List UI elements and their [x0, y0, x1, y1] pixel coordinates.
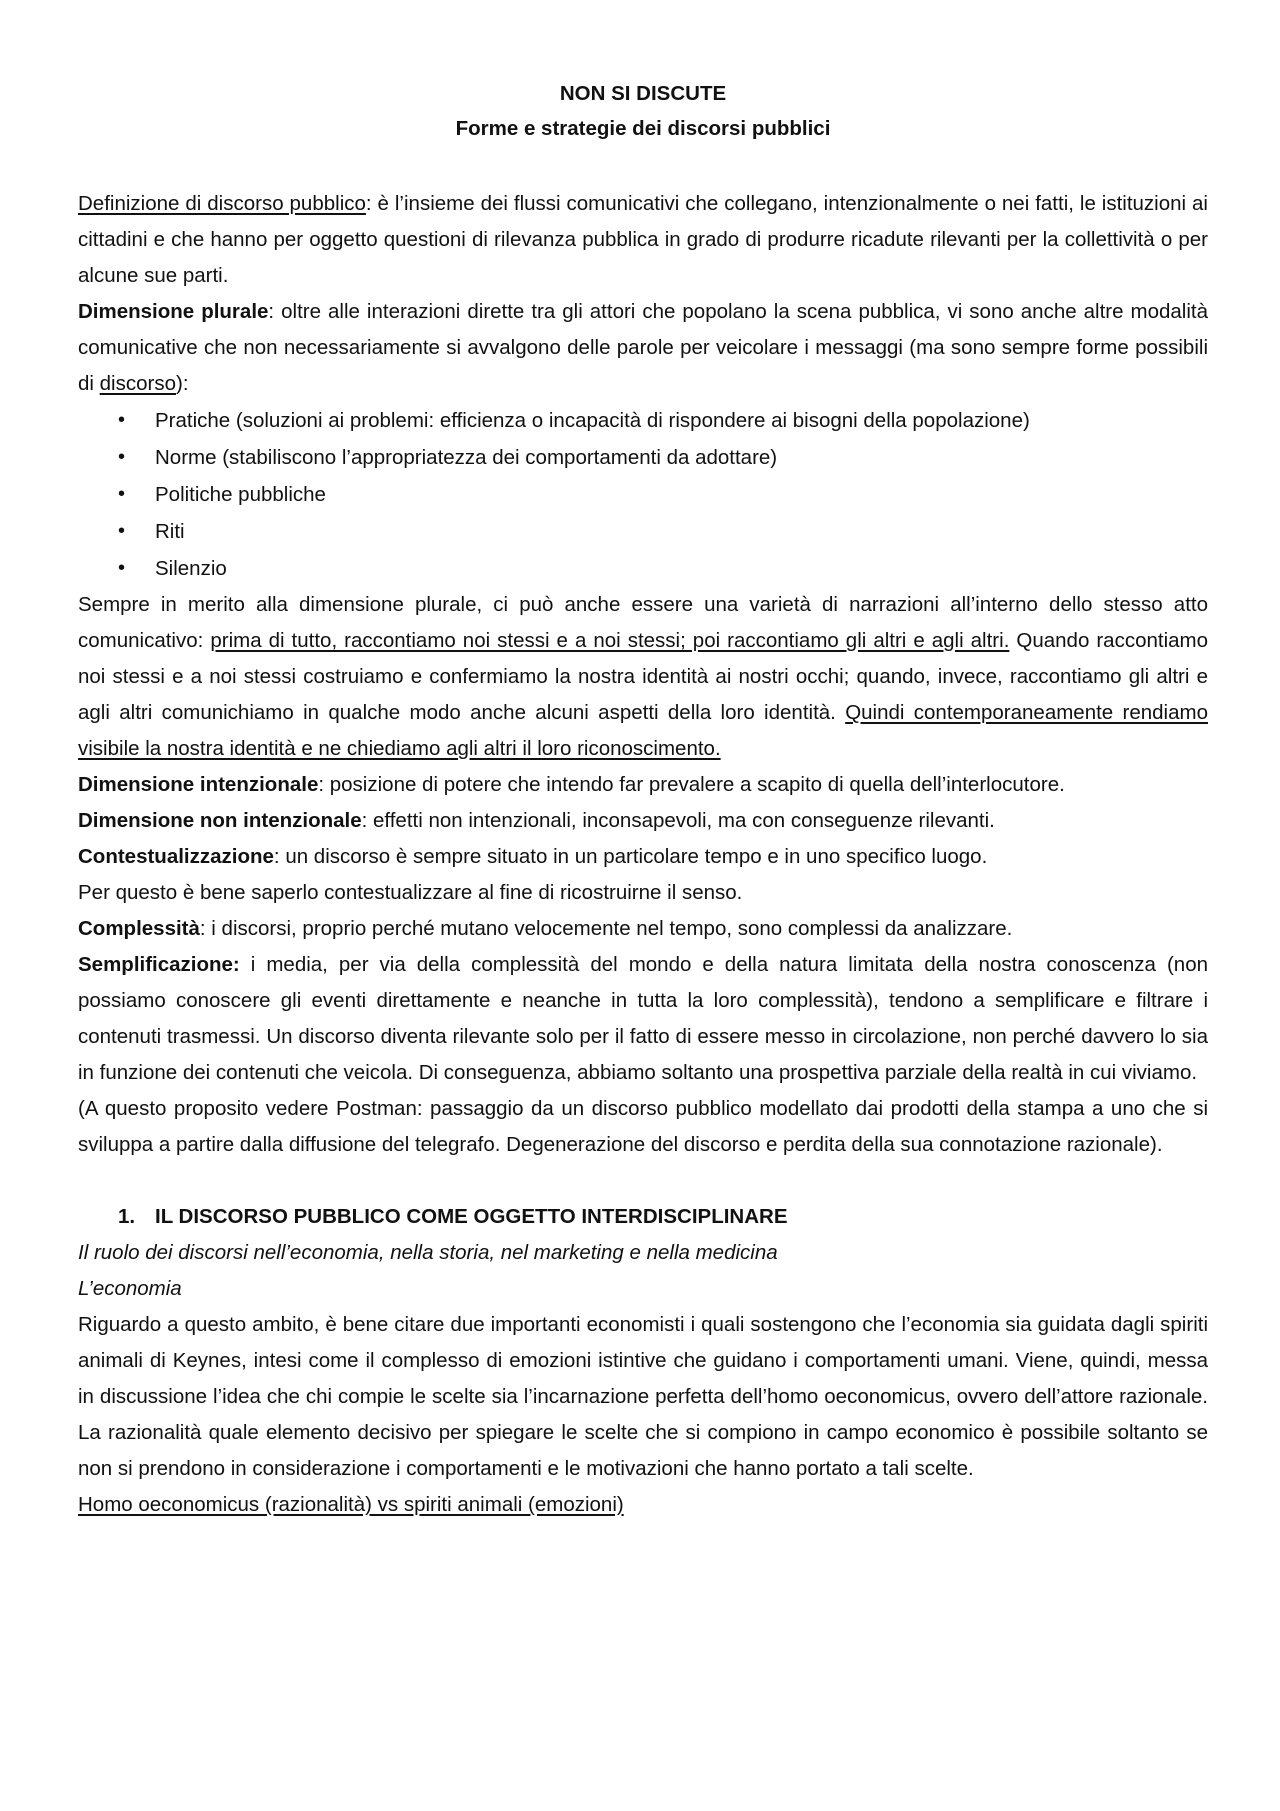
plurale-label: Dimensione plurale: [78, 300, 269, 323]
narrazioni-underlined-2: Quindi contemporaneamente rendiamo visibile la nostra identità e ne chiediamo agli altri il loro riconoscimento.: [78, 701, 1208, 760]
title-line-2: Forme e strategie dei discorsi pubblici: [455, 117, 831, 140]
economia-closing-line: Homo oeconomicus (razionalità) vs spiriti animali (emozioni): [78, 1493, 624, 1516]
complessita-label: Complessità: [78, 917, 200, 940]
plurale-text-after: ):: [176, 372, 189, 395]
definizione-paragraph: [78, 186, 1208, 294]
semplificazione-label: Semplificazione:: [78, 953, 240, 976]
bullet-icon: •: [118, 409, 126, 431]
contestualizzazione-label: Contestualizzazione: [78, 845, 274, 868]
list-item: • Silenzio: [78, 550, 1208, 587]
complessita-paragraph: Complessità: i discorsi, proprio perché mutano velocemente nel tempo, sono complessi da analizzare.: [78, 917, 1013, 940]
bullet-list: [78, 402, 1208, 587]
intenzionale-label: Dimensione intenzionale: [78, 773, 319, 796]
bullet-icon: •: [118, 520, 126, 542]
non-intenzionale-label: Dimensione non intenzionale: [78, 809, 362, 832]
plurale-underlined-word: discorso: [99, 372, 176, 395]
intenzionale-paragraph: Dimensione intenzionale: posizione di potere che intendo far prevalere a scapito di quella dell’interlocutore.: [78, 773, 1065, 796]
semplificazione-paragraph: Semplificazione: i media, per via della complessità del mondo e della natura limitata della nostra conoscenza (non possiamo conoscere gli eventi direttamente e neanche in tutta la loro complessità), tendono a semplificare e filtrare i contenuti trasmessi. Un discorso diventa rilevante solo per il fatto di essere messo in circolazione, non perché davvero lo sia in funzione dei contenuti che veicola. Di conseguenza, abbiamo soltanto una prospettiva parziale della realtà in cui viviamo.: [78, 953, 1208, 1084]
plurale-paragraph: [78, 294, 1208, 402]
section-1-subtitle: Il ruolo dei discorsi nell’economia, nella storia, nel marketing e nella medicina: [78, 1241, 778, 1264]
list-item: • Pratiche (soluzioni ai problemi: efficienza o incapacità di rispondere ai bisogni della popolazione): [78, 402, 1208, 439]
narrazioni-underlined-1: prima di tutto, raccontiamo noi stessi e a noi stessi; poi raccontiamo gli altri e agli altri.: [210, 629, 1010, 652]
section-1-title: IL DISCORSO PUBBLICO COME OGGETTO INTERDISCIPLINARE: [155, 1205, 788, 1228]
document-page: [78, 76, 1208, 1523]
list-item: • Riti: [78, 513, 1208, 550]
contestualizzazione-follow: Per questo è bene saperlo contestualizzare al fine di ricostruirne il senso.: [78, 881, 743, 904]
postman-paragraph: (A questo proposito vedere Postman: passaggio da un discorso pubblico modellato dai prodotti della stampa a uno che si sviluppa a partire dalla diffusione del telegrafo. Degenerazione del discorso e perdita della sua connotazione razionale).: [78, 1097, 1208, 1156]
list-item: • Norme (stabiliscono l’appropriatezza dei comportamenti da adottare): [78, 439, 1208, 476]
definizione-text: : è l’insieme dei flussi comunicativi che collegano, intenzionalmente o nei fatti, le istituzioni ai cittadini e che hanno per oggetto questioni di rilevanza pubblica in grado di produrre ricadute rilevanti per la collettività o per alcune sue parti.: [78, 192, 1208, 287]
non-intenzionale-paragraph: Dimensione non intenzionale: effetti non intenzionali, inconsapevoli, ma con conseguenze rilevanti.: [78, 809, 995, 832]
section-1-number: 1.: [118, 1205, 136, 1228]
economia-paragraph: Riguardo a questo ambito, è bene citare due importanti economisti i quali sostengono che l’economia sia guidata dagli spiriti animali di Keynes, intesi come il complesso di emozioni istintive che guidano i comportamenti umani. Viene, quindi, messa in discussione l’idea che chi compie le scelte sia l’incarnazione perfetta dell’homo oeconomicus, ovvero dell’attore razionale. La razionalità quale elemento decisivo per spiegare le scelte che si compiono in campo economico è possibile soltanto se non si prendono in considerazione i comportamenti e le motivazioni che hanno portato a tali scelte.: [78, 1313, 1208, 1480]
section-1-heading: [78, 1199, 1208, 1235]
plurale-text: : oltre alle interazioni dirette tra gli attori che popolano la scena pubblica, vi sono anche altre modalità comunicative che non necessariamente si avvalgono delle parole per veicolare i messaggi (ma sono sempre forme possibili di: [78, 300, 1208, 395]
subsection-economia: L’economia: [78, 1277, 182, 1300]
definizione-label: Definizione di discorso pubblico: [78, 192, 366, 215]
title-line-1: NON SI DISCUTE: [559, 82, 727, 105]
bullet-icon: •: [118, 483, 126, 505]
narrazioni-paragraph: Sempre in merito alla dimensione plurale, ci può anche essere una varietà di narrazioni all’interno dello stesso atto comunicativo: prima di tutto, raccontiamo noi stessi e a noi stessi; poi raccontiamo gli altri e agli altri. Quando raccontiamo noi stessi e a noi stessi costruiamo e confermiamo la nostra identità ai nostri occhi; quando, invece, raccontiamo gli altri e agli altri comunichiamo in qualche modo anche alcuni aspetti della loro identità. Quindi contemporaneamente rendiamo visibile la nostra identità e ne chiediamo agli altri il loro riconoscimento.: [78, 593, 1208, 760]
list-item: • Politiche pubbliche: [78, 476, 1208, 513]
document-title: [78, 76, 1208, 146]
bullet-icon: •: [118, 446, 126, 468]
contestualizzazione-paragraph: Contestualizzazione: un discorso è sempre situato in un particolare tempo e in uno specifico luogo.: [78, 845, 988, 868]
bullet-icon: •: [118, 557, 126, 579]
